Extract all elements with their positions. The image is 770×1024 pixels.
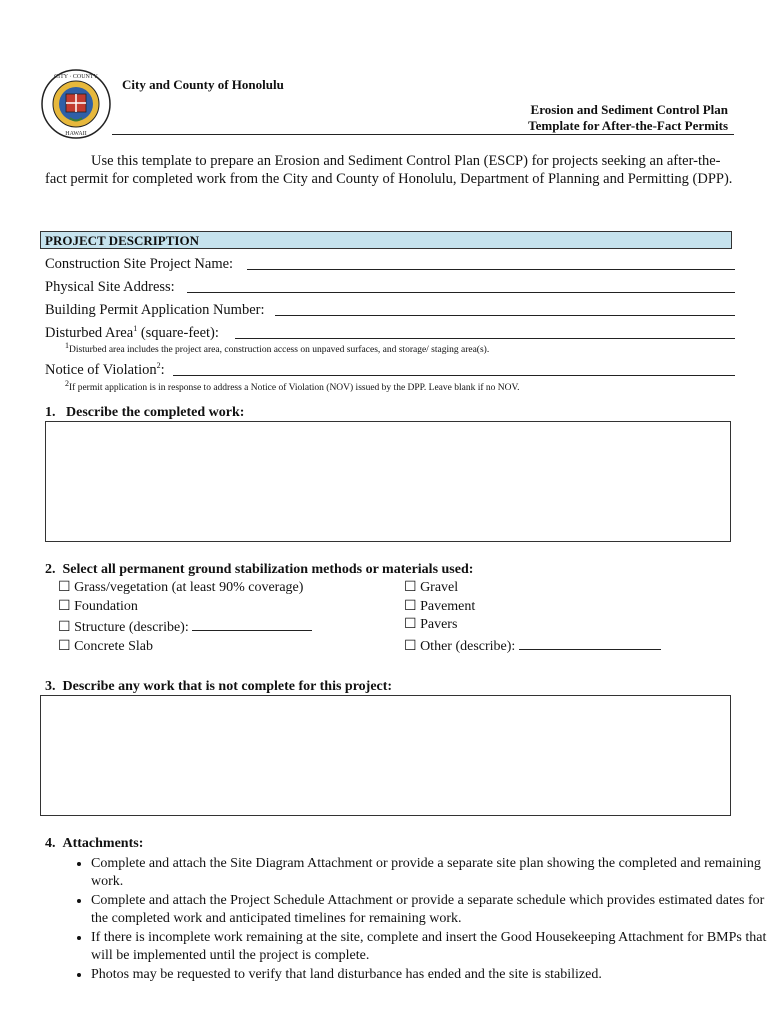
intro-paragraph: Use this template to prepare an Erosion and Sediment Control Plan (ESCP) for projects seeking an after-the-fact permit for completed work from the City and County of Honolulu, Department of Planning and Permitting (DPP). [45,153,733,187]
stabilization-right-options [404,579,661,656]
permit-number-field[interactable] [275,315,736,316]
nov-field[interactable] [173,375,735,376]
checkbox-icon: ☐ [404,638,417,654]
list-item: • Photos may be requested to verify that land disturbance has ended and the site is stabilized. [91,966,770,984]
site-address-row [45,276,735,296]
disturbed-area-row [45,322,735,342]
project-description-heading: PROJECT DESCRIPTION [45,233,199,248]
site-address-label: Physical Site Address: [45,279,175,295]
svg-text:CITY · COUNTY: CITY · COUNTY [54,74,98,80]
footnote-1: $^1$Disturbed area includes the project area, construction access on unpaved surfaces, and storage/ staging area(s). [65,340,490,355]
svg-text:HAWAII: HAWAII [65,131,87,137]
checkbox-icon: ☐ [58,598,71,614]
question-2-heading: 2. Select all permanent ground stabilization methods or materials used: [45,562,474,577]
option-concrete-slab[interactable]: ☐ Concrete Slab [58,638,153,654]
nov-row [45,359,735,379]
site-name-label: Construction Site Project Name: [45,256,234,272]
option-pavers[interactable]: ☐ Pavers [404,617,458,632]
checkbox-icon: ☐ [58,620,71,635]
site-address-field[interactable] [187,292,735,293]
option-grass[interactable]: ☐ Grass/vegetation (at least 90% coverage) [58,580,304,595]
disturbed-area-label: Disturbed Area$^1$ (square-feet): [45,324,219,341]
list-item: • If there is incomplete work remaining at the site, complete and insert the Good Housekeeping Attachment for BMPs that will be implemented until the project is complete. [91,929,770,964]
project-description-header [40,231,732,249]
permit-number-row [45,299,735,319]
list-item: • Complete and attach the Site Diagram Attachment or provide a separate site plan showing the completed and remaining work. [91,855,770,890]
nov-label: Notice of Violation$^2$: [45,361,165,378]
question-3-heading: 3. Describe any work that is not complete for this project: [45,679,393,694]
city-seal-logo [40,68,112,140]
footnote-2: $^2$If permit application is in response to address a Notice of Violation (NOV) issued by the DPP. Leave blank if no NOV. [65,378,520,393]
option-other[interactable]: ☐ Other (describe): [404,635,661,657]
checkbox-icon: ☐ [404,598,417,614]
incomplete-work-textbox[interactable] [40,695,731,816]
option-foundation[interactable]: ☐ Foundation [58,598,138,614]
question-4-heading: 4. Attachments: [45,836,144,851]
stabilization-left-options [58,579,312,656]
header-divider [112,134,734,135]
option-structure[interactable]: ☐ Structure (describe): [58,616,312,638]
site-name-field[interactable] [247,269,735,270]
document-title-line2: Template for After-the-Fact Permits [528,118,728,133]
list-item: • Complete and attach the Project Schedule Attachment or provide a separate schedule which provides estimated dates for the completed work and anticipated timelines for remaining work. [91,892,770,927]
checkbox-icon: ☐ [404,617,417,632]
option-gravel[interactable]: ☐ Gravel [404,580,459,595]
document-title-line1: Erosion and Sediment Control Plan [530,102,728,117]
checkbox-icon: ☐ [58,638,71,654]
other-describe-field[interactable] [519,635,661,650]
completed-work-textbox[interactable] [45,421,731,542]
organization-name: City and County of Honolulu [122,77,284,92]
site-name-row [45,253,735,273]
question-1-heading: 1. Describe the completed work: [45,405,245,420]
document-title [528,102,728,134]
permit-number-label: Building Permit Application Number: [45,302,265,318]
structure-describe-field[interactable] [192,616,312,631]
option-pavement[interactable]: ☐ Pavement [404,598,476,614]
checkbox-icon: ☐ [404,580,417,595]
disturbed-area-field[interactable] [235,338,735,339]
checkbox-icon: ☐ [58,580,71,595]
attachments-list [63,855,770,986]
